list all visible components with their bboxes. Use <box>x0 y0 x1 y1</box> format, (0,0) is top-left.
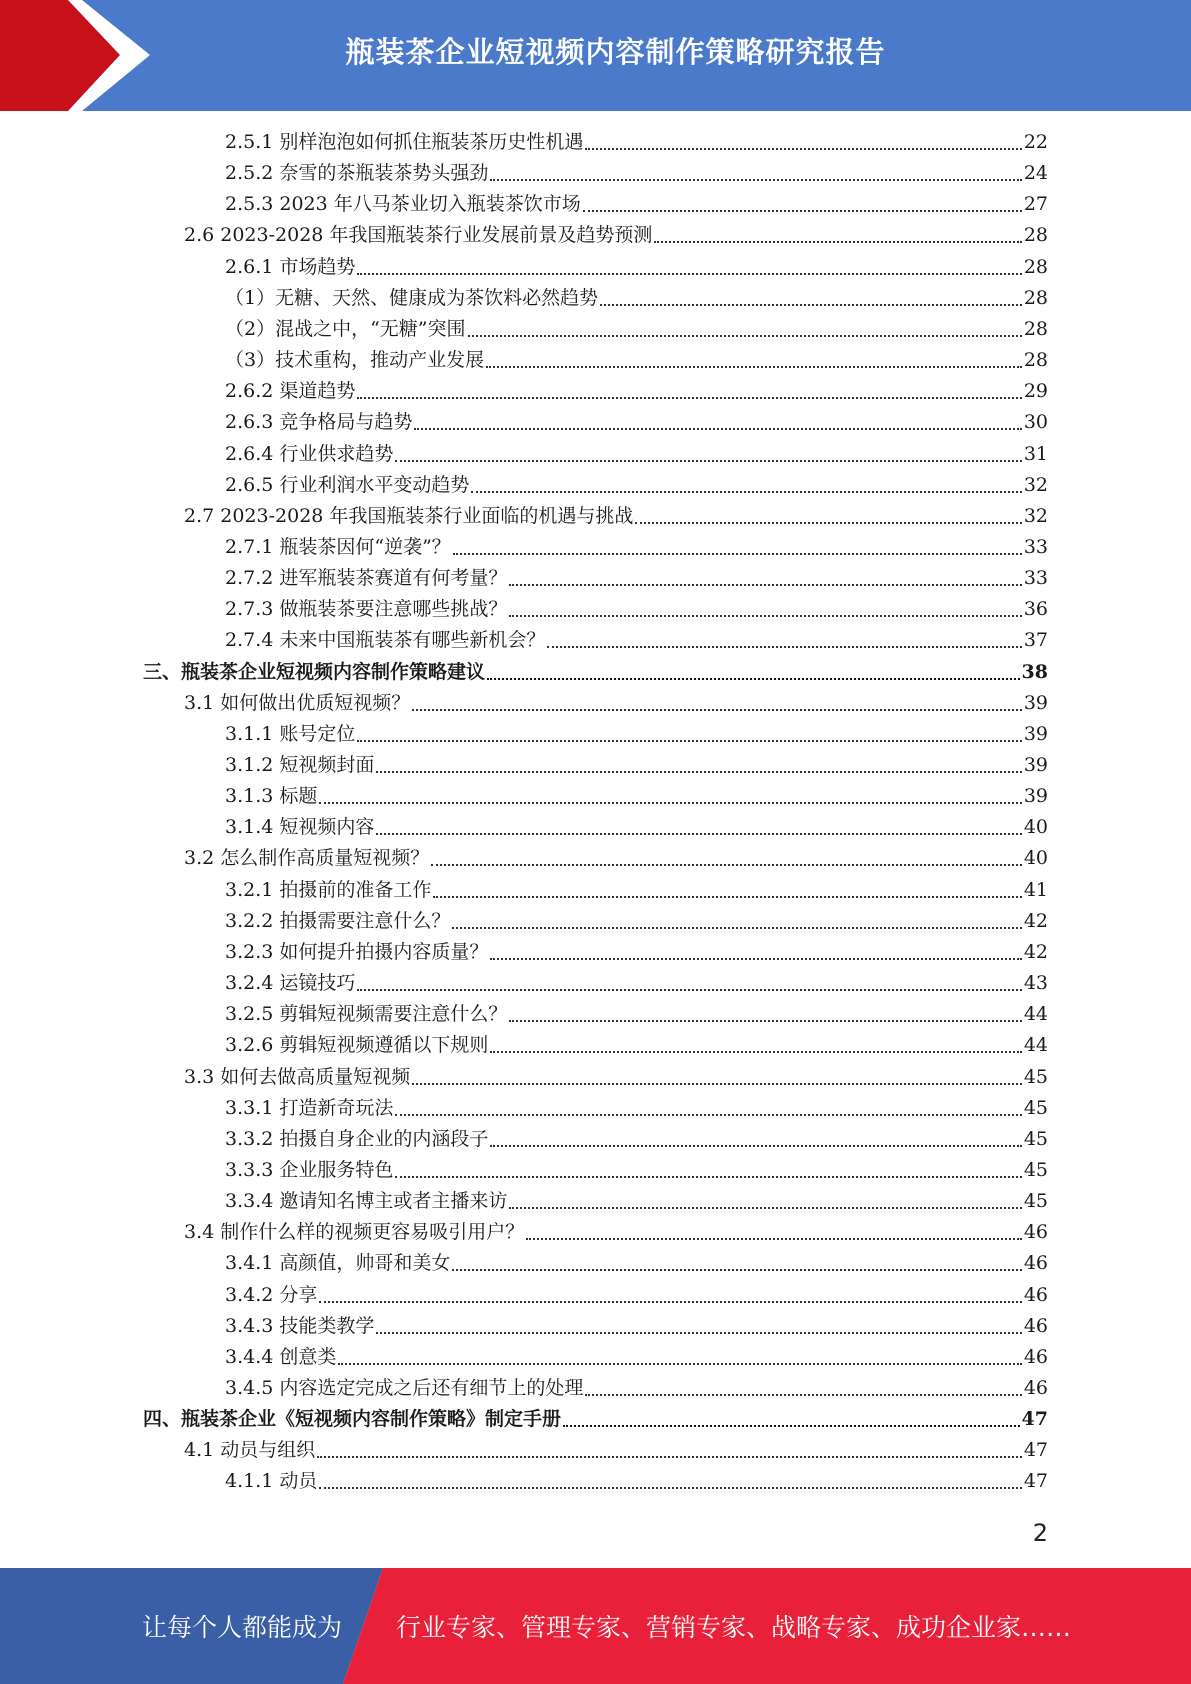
toc-entry-label: （2）混战之中，“无糖”突围 <box>225 317 466 340</box>
toc-entry[interactable] <box>225 937 1048 968</box>
toc-entry[interactable] <box>225 252 1048 283</box>
toc-entry-label: 3.4.1 高颜值，帅哥和美女 <box>225 1252 451 1275</box>
toc-entry[interactable] <box>225 750 1048 781</box>
toc-dot-leader <box>635 522 1021 524</box>
toc-entry-page: 31 <box>1023 442 1048 465</box>
toc-entry-page: 46 <box>1023 1345 1048 1368</box>
toc-entry-page: 28 <box>1023 349 1048 372</box>
toc-entry[interactable] <box>225 470 1048 501</box>
toc-entry-label: 2.7.1 瓶装茶因何“逆袭”？ <box>225 535 451 558</box>
toc-dot-leader <box>433 896 1021 898</box>
toc-entry[interactable] <box>225 189 1048 220</box>
toc-entry-page: 44 <box>1023 1034 1048 1057</box>
toc-entry-label: 2.7.2 进军瓶装茶赛道有何考量？ <box>225 567 508 590</box>
toc-entry-label: 3.4.3 技能类教学 <box>225 1314 375 1337</box>
toc-entry[interactable] <box>225 439 1048 470</box>
toc-entry[interactable] <box>225 407 1048 438</box>
toc-dot-leader <box>412 709 1022 711</box>
toc-dot-leader <box>487 678 1020 680</box>
toc-entry[interactable] <box>225 875 1048 906</box>
toc-entry-label: 2.5.2 奈雪的茶瓶装茶势头强劲 <box>225 162 489 185</box>
toc-dot-leader <box>357 397 1021 399</box>
toc-entry[interactable] <box>225 1466 1048 1497</box>
toc-dot-leader <box>452 927 1021 929</box>
toc-dot-leader <box>357 740 1021 742</box>
toc-entry-page: 45 <box>1023 1096 1048 1119</box>
toc-entry[interactable] <box>143 1404 1048 1435</box>
toc-entry-label: 3.3.2 拍摄自身企业的内涵段子 <box>225 1127 489 1150</box>
toc-entry-page: 28 <box>1023 224 1048 247</box>
toc-entry-page: 32 <box>1023 473 1048 496</box>
toc-dot-leader <box>509 584 1021 586</box>
toc-entry[interactable] <box>184 843 1048 874</box>
toc-dot-leader <box>509 1020 1021 1022</box>
toc-entry[interactable] <box>184 501 1048 532</box>
toc-dot-leader <box>585 148 1021 150</box>
toc-entry[interactable] <box>184 688 1048 719</box>
toc-entry-page: 46 <box>1023 1377 1048 1399</box>
toc-dot-leader <box>357 273 1021 275</box>
toc-entry-label: 3.4.5 内容选定完成之后还有细节上的处理 <box>225 1377 584 1399</box>
toc-entry-page: 47 <box>1023 1439 1048 1462</box>
toc-entry-page: 29 <box>1023 380 1048 403</box>
toc-entry[interactable] <box>225 376 1048 407</box>
toc-entry-page: 39 <box>1023 754 1048 776</box>
toc-entry-page: 42 <box>1023 909 1048 932</box>
toc-entry[interactable] <box>225 345 1048 376</box>
toc-entry[interactable] <box>225 1342 1048 1373</box>
toc-entry-label: 2.7.4 未来中国瓶装茶有哪些新机会？ <box>225 629 546 652</box>
toc-dot-leader <box>468 335 1022 337</box>
toc-dot-leader <box>526 1238 1022 1240</box>
toc-entry-label: 三、瓶装茶企业短视频内容制作策略建议 <box>143 660 486 683</box>
toc-entry-label: 2.6 2023-2028 年我国瓶装茶行业发展前景及趋势预测 <box>184 224 653 247</box>
toc-entry-label: 2.7.3 做瓶装茶要注意哪些挑战？ <box>225 598 508 621</box>
toc-entry-label: 4.1 动员与组织 <box>184 1439 316 1462</box>
toc-entry-label: 3.3.3 企业服务特色 <box>225 1158 394 1181</box>
toc-dot-leader <box>490 1145 1021 1147</box>
toc-entry[interactable] <box>225 719 1048 750</box>
toc-entry-page: 47 <box>1023 1470 1048 1493</box>
toc-entry-page: 39 <box>1023 785 1048 808</box>
toc-entry[interactable] <box>225 1124 1048 1155</box>
toc-entry[interactable] <box>225 812 1048 843</box>
toc-dot-leader <box>376 1332 1021 1334</box>
toc-entry[interactable] <box>143 657 1048 688</box>
toc-entry-page: 24 <box>1023 162 1048 185</box>
toc-entry-label: 3.1.3 标题 <box>225 785 318 808</box>
toc-entry-page: 45 <box>1023 1127 1048 1150</box>
toc-entry[interactable] <box>225 283 1048 314</box>
toc-dot-leader <box>376 833 1021 835</box>
toc-entry-page: 27 <box>1023 193 1048 216</box>
toc-entry[interactable] <box>225 1311 1048 1342</box>
footer-slogan: 让每个人都能成为 <box>142 1613 343 1642</box>
toc-entry-label: 3.2.3 如何提升拍摄内容质量？ <box>225 940 489 963</box>
toc-dot-leader <box>490 958 1021 960</box>
document-title: 瓶装茶企业短视频内容制作策略研究报告 <box>345 34 886 69</box>
toc-entry-page: 28 <box>1023 286 1048 309</box>
toc-dot-leader <box>453 553 1022 555</box>
toc-entry-page: 45 <box>1023 1065 1048 1088</box>
toc-dot-leader <box>319 802 1021 804</box>
toc-entry-label: 3.2.6 剪辑短视频遵循以下规则 <box>225 1034 489 1057</box>
toc-dot-leader <box>319 1301 1021 1303</box>
toc-entry[interactable] <box>225 563 1048 594</box>
toc-entry-page: 22 <box>1023 131 1048 153</box>
toc-entry[interactable] <box>184 220 1048 251</box>
toc-dot-leader <box>509 1207 1021 1209</box>
toc-entry-label: 3.4.2 分享 <box>225 1283 318 1306</box>
toc-dot-leader <box>585 1394 1021 1396</box>
toc-entry[interactable] <box>225 968 1048 999</box>
toc-dot-leader <box>395 1114 1021 1116</box>
toc-entry-label: 4.1.1 动员 <box>225 1470 318 1493</box>
toc-dot-leader <box>486 366 1022 368</box>
toc-entry-label: 2.6.3 竞争格局与趋势 <box>225 411 413 434</box>
toc-dot-leader <box>414 428 1021 430</box>
toc-entry-page: 39 <box>1023 722 1048 745</box>
toc-entry-label: 2.6.1 市场趋势 <box>225 255 356 278</box>
toc-entry-label: 3.4.4 创意类 <box>225 1345 337 1368</box>
toc-entry-page: 45 <box>1023 1158 1048 1181</box>
toc-entry[interactable] <box>225 1373 1048 1404</box>
toc-entry[interactable] <box>225 1030 1048 1061</box>
toc-entry[interactable] <box>184 1217 1048 1248</box>
toc-dot-leader <box>317 1456 1022 1458</box>
toc-entry-label: 3.2.1 拍摄前的准备工作 <box>225 878 432 901</box>
toc-entry[interactable] <box>225 314 1048 345</box>
toc-dot-leader <box>376 771 1021 773</box>
toc-entry-page: 45 <box>1023 1190 1048 1213</box>
toc-entry-label: （3）技术重构，推动产业发展 <box>225 349 485 372</box>
toc-entry-page: 43 <box>1023 972 1048 995</box>
toc-entry-page: 33 <box>1023 535 1048 558</box>
toc-entry-label: 3.3 如何去做高质量短视频 <box>184 1065 411 1088</box>
toc-entry[interactable] <box>184 1435 1048 1466</box>
toc-entry-page: 47 <box>1021 1408 1048 1431</box>
toc-entry-label: 2.5.3 2023 年八马茶业切入瓶装茶饮市场 <box>225 193 581 216</box>
toc-entry[interactable] <box>184 1062 1048 1093</box>
toc-entry[interactable] <box>225 1186 1048 1217</box>
toc-dot-leader <box>395 1176 1021 1178</box>
toc-entry-page: 46 <box>1023 1221 1048 1244</box>
toc-entry-page: 46 <box>1023 1252 1048 1275</box>
toc-dot-leader <box>395 460 1021 462</box>
toc-entry[interactable] <box>225 127 1048 158</box>
toc-entry[interactable] <box>225 158 1048 189</box>
toc-entry-page: 41 <box>1023 878 1048 901</box>
toc-entry-page: 44 <box>1023 1003 1048 1026</box>
toc-entry-label: （1）无糖、天然、健康成为茶饮料必然趋势 <box>225 286 599 309</box>
toc-entry[interactable] <box>225 1093 1048 1124</box>
toc-dot-leader <box>490 1051 1021 1053</box>
toc-dot-leader <box>600 304 1022 306</box>
toc-dot-leader <box>431 864 1022 866</box>
toc-dot-leader <box>412 1083 1022 1085</box>
toc-dot-leader <box>338 1363 1021 1365</box>
toc-entry[interactable] <box>225 625 1048 656</box>
toc-entry-page: 46 <box>1023 1283 1048 1306</box>
toc-entry-label: 3.2.4 运镜技巧 <box>225 972 356 995</box>
toc-dot-leader <box>490 179 1021 181</box>
toc-entry-page: 37 <box>1023 629 1048 652</box>
toc-entry[interactable] <box>225 999 1048 1030</box>
toc-dot-leader <box>654 241 1021 243</box>
toc-dot-leader <box>452 1269 1021 1271</box>
toc-dot-leader <box>583 210 1022 212</box>
toc-entry-label: 2.6.4 行业供求趋势 <box>225 442 394 465</box>
toc-entry-label: 3.2.2 拍摄需要注意什么？ <box>225 909 451 932</box>
toc-entry[interactable] <box>225 781 1048 812</box>
page-footer <box>0 1568 1191 1684</box>
toc-entry-page: 40 <box>1023 847 1048 870</box>
toc-dot-leader <box>357 989 1021 991</box>
toc-entry-label: 2.7 2023-2028 年我国瓶装茶行业面临的机遇与挑战 <box>184 504 634 527</box>
toc-dot-leader <box>563 1425 1020 1427</box>
toc-entry-label: 四、瓶装茶企业《短视频内容制作策略》制定手册 <box>143 1408 562 1431</box>
page-number: 2 <box>1032 1519 1048 1547</box>
toc-entry-label: 2.6.5 行业利润水平变动趋势 <box>225 473 470 496</box>
toc-entry-page: 46 <box>1023 1314 1048 1337</box>
page-header <box>0 0 1191 111</box>
toc-entry-page: 32 <box>1023 504 1048 527</box>
toc-entry-label: 3.3.4 邀请知名博主或者主播来访 <box>225 1190 508 1213</box>
toc-entry-page: 30 <box>1023 411 1048 434</box>
toc-entry-page: 28 <box>1023 255 1048 278</box>
toc-entry[interactable] <box>225 1280 1048 1311</box>
toc-dot-leader <box>509 615 1021 617</box>
toc-entry-label: 3.3.1 打造新奇玩法 <box>225 1096 394 1119</box>
toc-entry-page: 36 <box>1023 598 1048 621</box>
toc-entry-page: 39 <box>1023 691 1048 714</box>
footer-tagline: 行业专家、管理专家、营销专家、战略专家、成功企业家…… <box>396 1613 1072 1642</box>
toc-entry[interactable] <box>225 532 1048 563</box>
toc-entry[interactable] <box>225 1248 1048 1279</box>
toc-entry-page: 38 <box>1021 660 1048 683</box>
toc-entry-label: 3.4 制作什么样的视频更容易吸引用户？ <box>184 1221 525 1244</box>
toc-entry-label: 2.5.1 别样泡泡如何抓住瓶装茶历史性机遇 <box>225 131 584 153</box>
toc-entry-page: 28 <box>1023 317 1048 340</box>
toc-entry-label: 3.2 怎么制作高质量短视频？ <box>184 847 430 870</box>
toc-entry[interactable] <box>225 906 1048 937</box>
toc-entry-page: 40 <box>1023 816 1048 839</box>
toc-entry-label: 2.6.2 渠道趋势 <box>225 380 356 403</box>
toc-entry-page: 33 <box>1023 567 1048 590</box>
toc-dot-leader <box>547 646 1021 648</box>
toc-entry[interactable] <box>225 594 1048 625</box>
toc-entry[interactable] <box>225 1155 1048 1186</box>
toc-entry-label: 3.2.5 剪辑短视频需要注意什么？ <box>225 1003 508 1026</box>
toc-dot-leader <box>471 491 1021 493</box>
toc-entry-label: 3.1.2 短视频封面 <box>225 754 375 776</box>
toc-entry-label: 3.1.1 账号定位 <box>225 722 356 745</box>
toc-entry-label: 3.1 如何做出优质短视频？ <box>184 691 411 714</box>
toc-dot-leader <box>319 1487 1021 1489</box>
header-chevron-decoration <box>0 0 150 111</box>
toc-entry-label: 3.1.4 短视频内容 <box>225 816 375 839</box>
toc-entry-page: 42 <box>1023 940 1048 963</box>
